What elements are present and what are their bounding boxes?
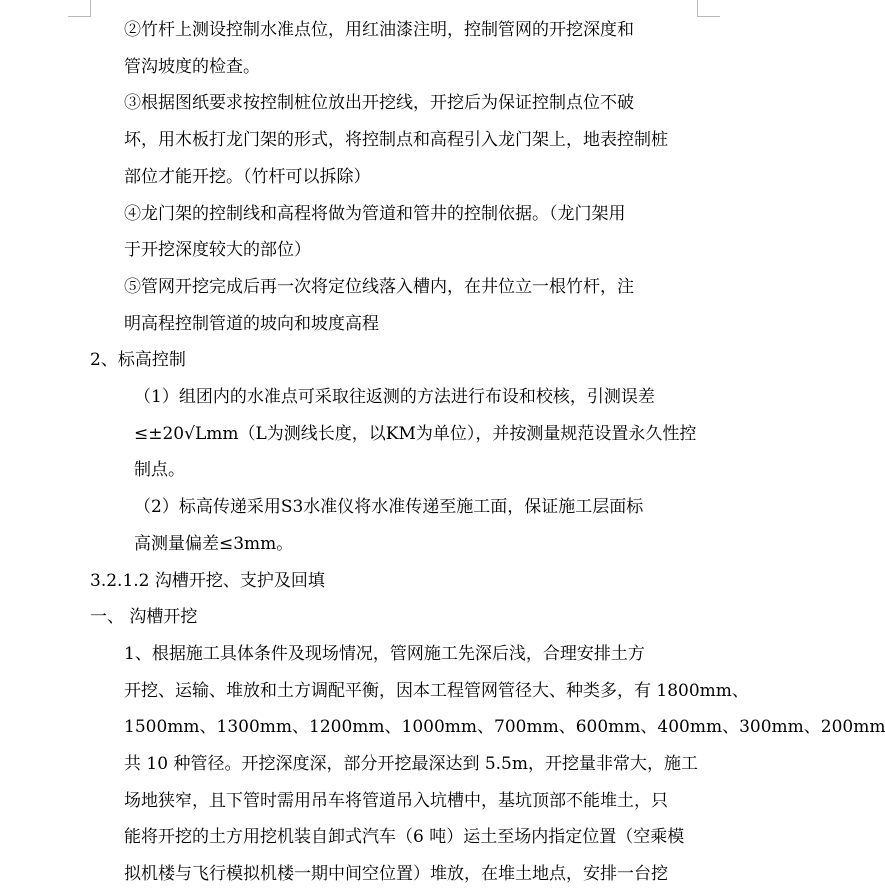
paragraph-p2 (90, 85, 702, 195)
text-line: 3.2.1.2 沟槽开挖、支护及回填 (90, 570, 325, 591)
paragraph-p5 (90, 342, 702, 379)
text-line: 拟机楼与飞行模拟机楼一期中间空位置）堆放，在堆土地点，安排一台挖 (124, 864, 668, 885)
text-line: ④龙门架的控制线和高程将做为管道和管井的控制依据。（龙门架用 (124, 203, 626, 224)
text-line: 部位才能开挖。（竹杆可以拆除） (124, 166, 371, 187)
text-line: 1500mm、1300mm、1200mm、1000mm、700mm、600mm、400mm、300mm、200mm (124, 717, 885, 738)
text-line: 能将开挖的土方用挖机装自卸式汽车（6 吨）运土至场内指定位置（空乘模 (124, 827, 685, 848)
text-line: （1）组团内的水准点可采取往返测的方法进行布设和校核，引测误差 (134, 387, 655, 408)
text-line: 高测量偏差≤3mm。 (134, 533, 294, 554)
paragraph-p10 (90, 636, 885, 893)
paragraph-p7 (90, 489, 702, 562)
margin-corner-mark-left (68, 0, 91, 17)
text-line: 开挖、运输、堆放和土方调配平衡，因本工程管网管径大、种类多，有 1800mm、 (124, 680, 749, 701)
text-line: 管沟坡度的检查。 (124, 56, 260, 77)
paragraph-p1 (90, 12, 702, 85)
paragraph-p4 (90, 269, 702, 342)
text-line: 明高程控制管道的坡向和坡度高程 (124, 313, 379, 334)
text-line: 制点。 (134, 460, 185, 481)
paragraph-p9 (90, 599, 702, 636)
text-line: ⑤管网开挖完成后再一次将定位线落入槽内，在井位立一根竹杆，注 (124, 276, 634, 297)
text-line: 2、标高控制 (90, 350, 186, 371)
paragraph-p3 (90, 196, 702, 269)
text-line: 共 10 种管径。开挖深度深，部分开挖最深达到 5.5m，开挖量非常大，施工 (124, 754, 698, 775)
text-line: ≤±20√Lmm（L为测线长度，以KM为单位），并按测量规范设置永久性控 (134, 423, 697, 444)
paragraph-p8 (90, 563, 702, 600)
text-line: 坏，用木板打龙门架的形式，将控制点和高程引入龙门架上，地表控制桩 (124, 130, 668, 151)
text-line: （2）标高传递采用S3水准仪将水准传递至施工面，保证施工层面标 (134, 497, 644, 518)
text-line: 场地狭窄，且下管时需用吊车将管道吊入坑槽中，基坑顶部不能堆土，只 (124, 790, 668, 811)
text-line: ②竹杆上测设控制水准点位，用红油漆注明，控制管网的开挖深度和 (124, 20, 634, 40)
text-line: 于开挖深度较大的部位） (124, 240, 311, 261)
text-line: 1、根据施工具体条件及现场情况，管网施工先深后浅，合理安排土方 (124, 643, 645, 664)
text-line: 一、 沟槽开挖 (90, 607, 198, 628)
document-body (90, 12, 885, 893)
paragraph-p6 (90, 379, 702, 489)
text-line: ③根据图纸要求按控制桩位放出开挖线，开挖后为保证控制点位不破 (124, 93, 634, 114)
